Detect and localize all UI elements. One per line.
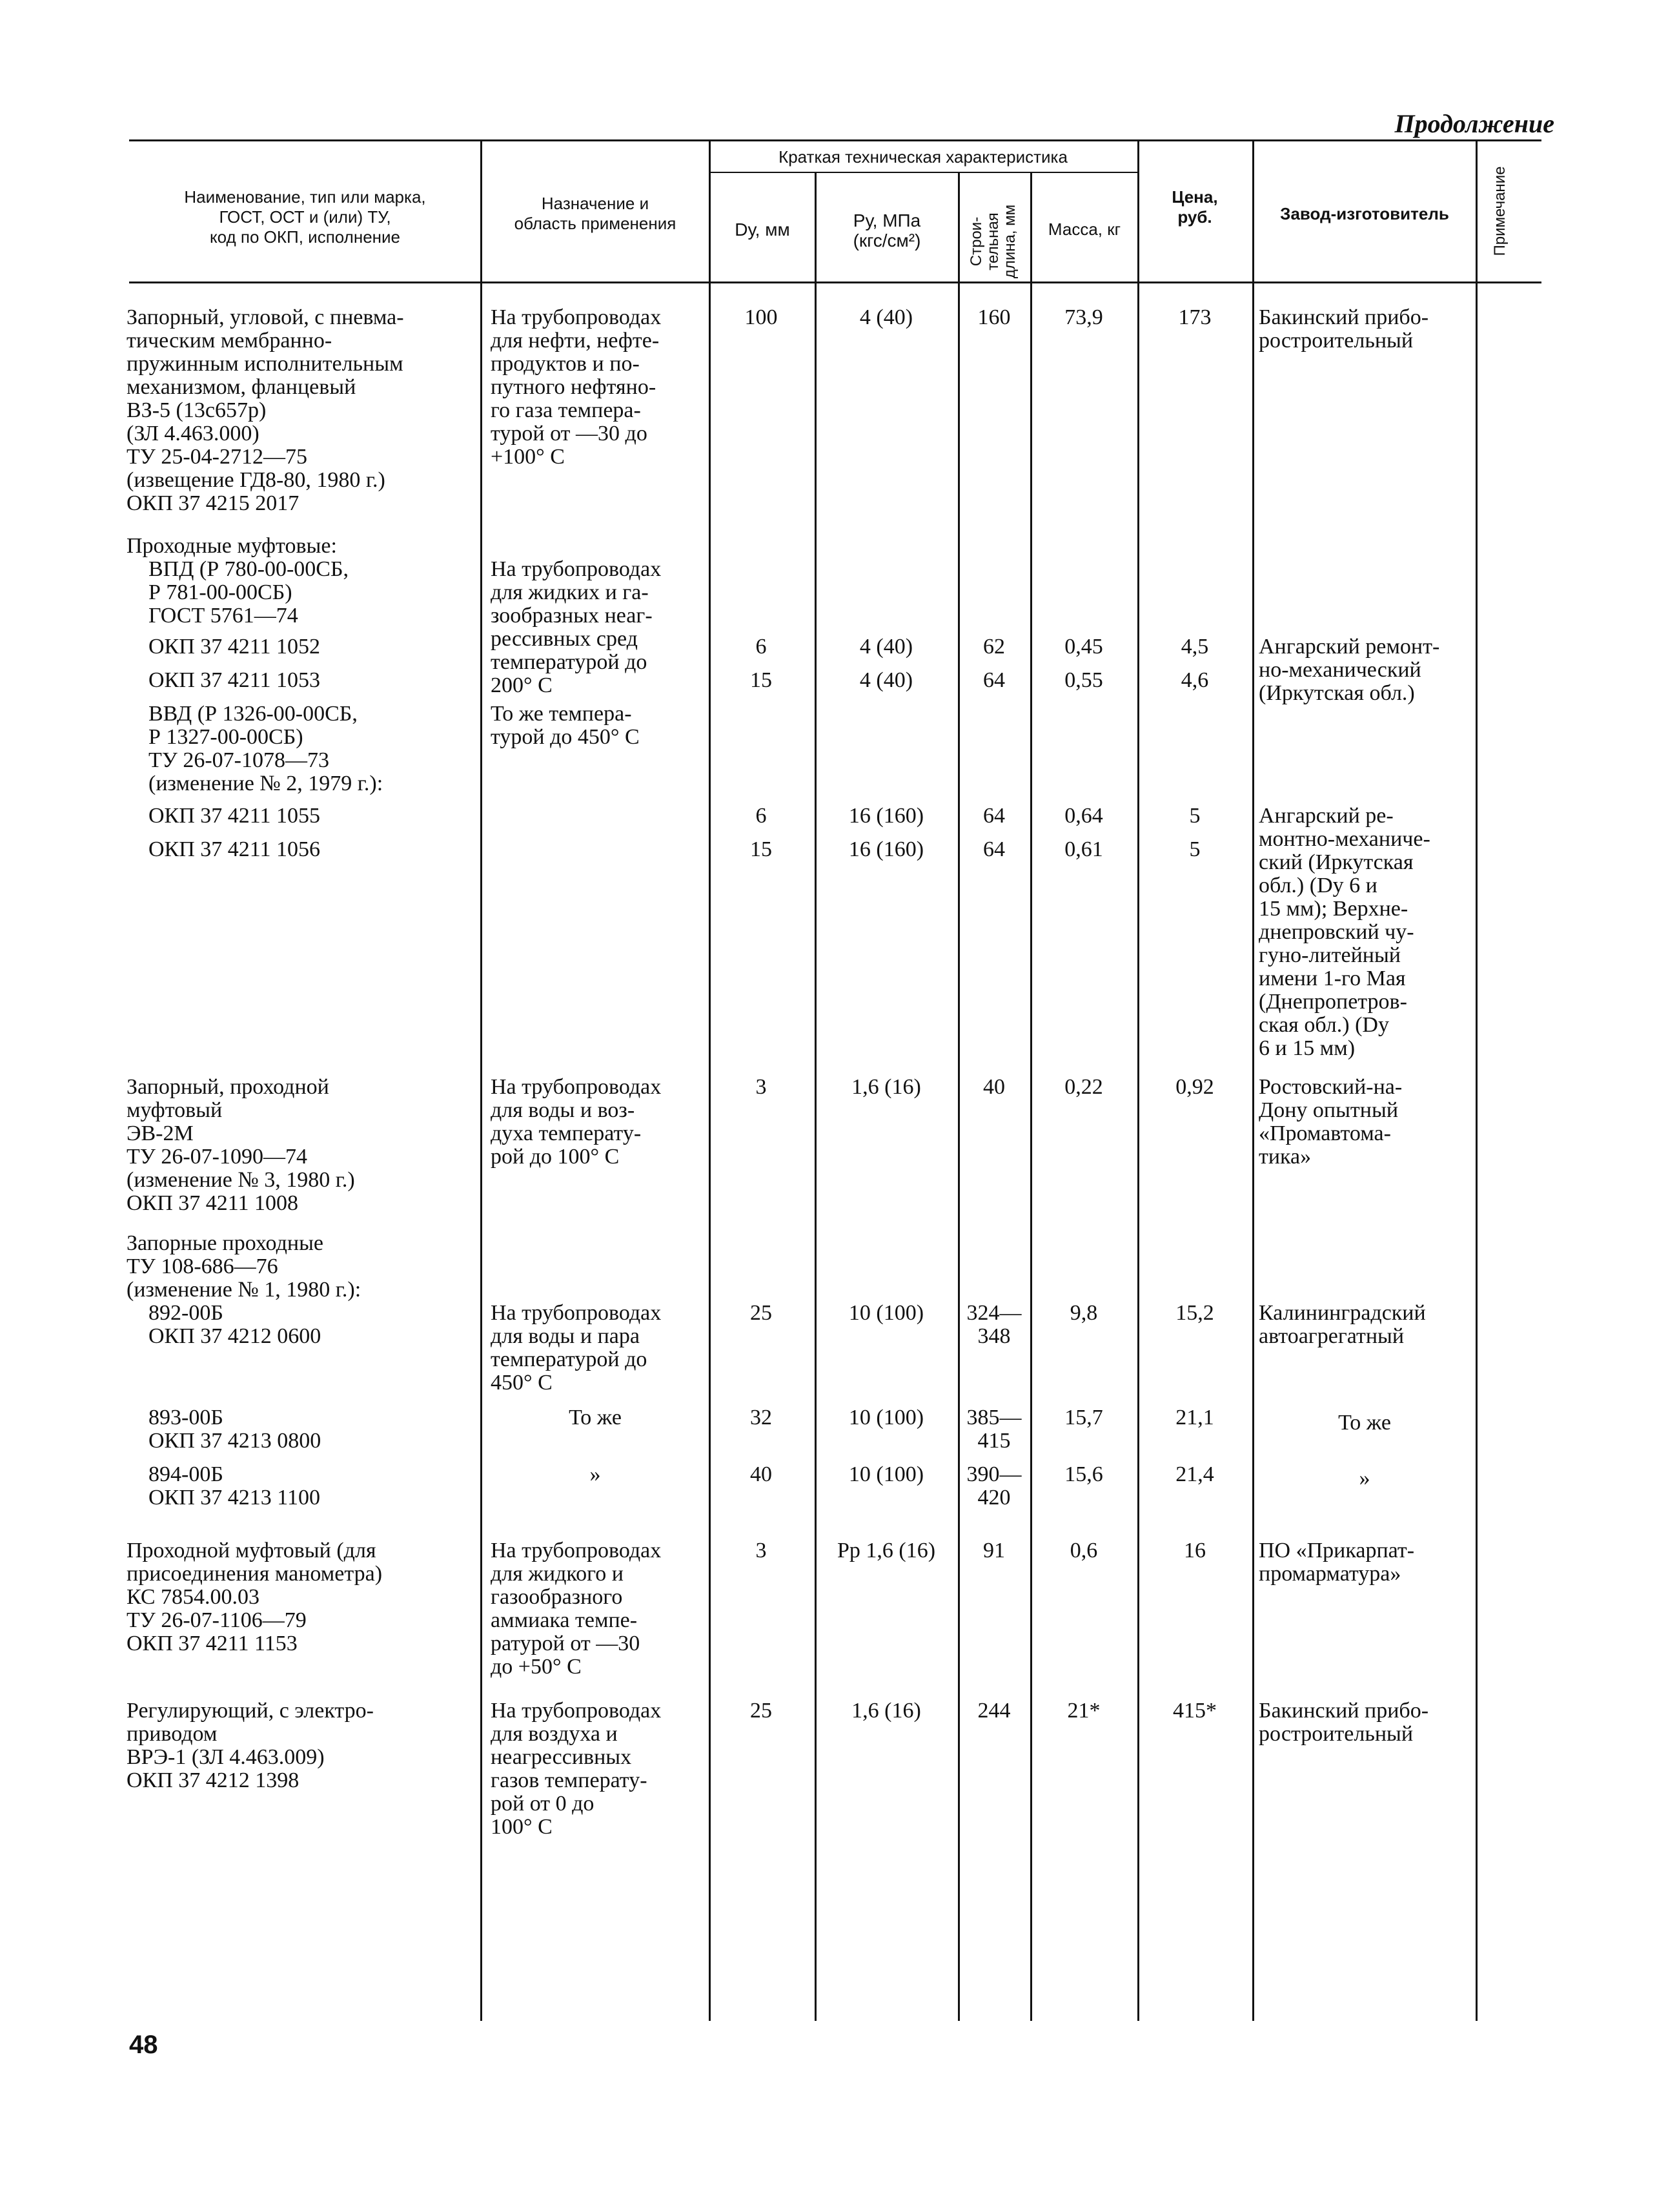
header-name: Наименование, тип или марка, ГОСТ, ОСТ и (или) ТУ, код по ОКП, исполнение	[184, 187, 426, 247]
row-7-dy: 15	[750, 837, 772, 861]
row-10-name: 893-00Б ОКП 37 4213 0800	[148, 1406, 321, 1453]
row-13-dy: 25	[750, 1699, 772, 1723]
header-bottom-rule	[129, 282, 1541, 283]
row-7-name: ОКП 37 4211 1056	[127, 837, 321, 861]
row-4-name: ОКП 37 4211 1053	[127, 668, 321, 692]
row-6-py: 16 (160)	[848, 804, 924, 828]
row-1-length: 160	[977, 305, 1011, 329]
row-3-length: 62	[983, 635, 1005, 659]
continued-label: Продолжение	[1394, 109, 1554, 138]
row-9-length: 324— 348	[966, 1301, 1022, 1348]
row-9-price: 15,2	[1175, 1301, 1214, 1325]
header-purpose: Назначение и область применения	[514, 194, 676, 233]
row-6-price: 5	[1189, 804, 1201, 828]
row-2-purpose: На трубопроводах для жидких и га- зообразных неаг- рессивных сред температурой до 200° С	[491, 557, 662, 697]
header-py: Pу, МПа (кгс/см²)	[853, 210, 921, 251]
row-1-maker: Бакинский прибо- ростроительный	[1259, 305, 1429, 353]
row-6-mass: 0,64	[1064, 804, 1103, 828]
row-8-mass: 0,22	[1064, 1075, 1103, 1099]
header-dy: Dу, мм	[735, 220, 790, 240]
row-7-price: 5	[1189, 837, 1201, 861]
row-6-maker: Ангарский ре- монтно-механиче- ский (Иркутская обл.) (Dу 6 и 15 мм); Верхне- днепровский чу- гуно-литейный имени 1-го Мая (Днепропетров- ская обл.) (Dу 6 и 15 мм)	[1259, 804, 1430, 1060]
row-10-maker: То же	[1338, 1411, 1391, 1435]
header-brief-spec: Краткая техническая характеристика	[778, 147, 1068, 167]
row-12-mass: 0,6	[1070, 1539, 1098, 1562]
row-10-length: 385— 415	[966, 1406, 1022, 1453]
row-9-name: Запорные проходные ТУ 108-686—76 (изменение № 1, 1980 г.): 892-00Б ОКП 37 4212 0600	[127, 1231, 361, 1348]
header-mass: Масса, кг	[1048, 220, 1121, 239]
row-6-dy: 6	[755, 804, 767, 828]
row-8-dy: 3	[755, 1075, 767, 1099]
row-13-mass: 21*	[1067, 1699, 1101, 1723]
row-3-maker: Ангарский ремонт- но-механический (Иркутская обл.)	[1259, 635, 1440, 705]
row-12-price: 16	[1184, 1539, 1206, 1562]
row-4-mass: 0,55	[1064, 668, 1103, 692]
row-11-py: 10 (100)	[848, 1462, 924, 1486]
row-8-py: 1,6 (16)	[851, 1075, 921, 1099]
row-13-price: 415*	[1173, 1699, 1217, 1723]
row-11-name: 894-00Б ОКП 37 4213 1100	[148, 1462, 321, 1510]
row-7-length: 64	[983, 837, 1005, 861]
row-6-name: ОКП 37 4211 1055	[127, 804, 321, 828]
row-10-dy: 32	[750, 1406, 772, 1429]
row-8-purpose: На трубопроводах для воды и воз- духа температу- рой до 100° С	[491, 1075, 662, 1169]
header-price: Цена, руб.	[1172, 187, 1218, 227]
row-13-maker: Бакинский прибо- ростроительный	[1259, 1699, 1429, 1746]
row-10-mass: 15,7	[1064, 1406, 1103, 1429]
row-1-dy: 100	[744, 305, 778, 329]
row-12-dy: 3	[755, 1539, 767, 1562]
brief-spec-rule	[709, 172, 1137, 173]
row-9-dy: 25	[750, 1301, 772, 1325]
row-5-purpose: То же темпера- турой до 450° С	[491, 702, 640, 749]
row-7-mass: 0,61	[1064, 837, 1103, 861]
row-6-length: 64	[983, 804, 1005, 828]
row-3-py: 4 (40)	[859, 635, 913, 659]
row-3-mass: 0,45	[1064, 635, 1103, 659]
row-5-name: ВВД (Р 1326-00-00СБ, Р 1327-00-00СБ) ТУ 26-07-1078—73 (изменение № 2, 1979 г.):	[148, 702, 383, 795]
row-4-length: 64	[983, 668, 1005, 692]
row-12-maker: ПО «Прикарпат- промарматура»	[1259, 1539, 1415, 1586]
header-note: Примечание	[1491, 166, 1509, 256]
col-divider-1	[480, 141, 482, 2021]
header-manufacturer: Завод-изготовитель	[1280, 204, 1449, 223]
row-4-py: 4 (40)	[859, 668, 913, 692]
row-10-purpose: То же	[569, 1406, 622, 1429]
row-7-py: 16 (160)	[848, 837, 924, 861]
row-3-dy: 6	[755, 635, 767, 659]
row-10-price: 21,1	[1175, 1406, 1214, 1429]
row-8-maker: Ростовский-на- Дону опытный «Промавтома- тика»	[1259, 1075, 1403, 1169]
row-1-purpose: На трубопроводах для нефти, нефте- продуктов и по- путного нефтяно- го газа темпера- турой от —30 до +100° С	[491, 305, 662, 469]
row-9-maker: Калининградский автоагрегатный	[1259, 1301, 1426, 1348]
row-12-name: Проходной муфтовый (для присоединения манометра) КС 7854.00.03 ТУ 26-07-1106—79 ОКП 37 4211 1153	[127, 1539, 383, 1655]
table-top-rule	[129, 139, 1541, 141]
row-1-price: 173	[1178, 305, 1212, 329]
row-10-py: 10 (100)	[848, 1406, 924, 1429]
row-1-mass: 73,9	[1064, 305, 1103, 329]
row-4-dy: 15	[750, 668, 772, 692]
row-13-py: 1,6 (16)	[851, 1699, 921, 1723]
row-2-name: Проходные муфтовые: ВПД (Р 780-00-00СБ, Р 781-00-00СБ) ГОСТ 5761—74	[127, 534, 349, 628]
row-13-purpose: На трубопроводах для воздуха и неагрессивных газов температу- рой от 0 до 100° С	[491, 1699, 662, 1839]
row-8-name: Запорный, проходной муфтовый ЭВ-2М ТУ 26-07-1090—74 (изменение № 3, 1980 г.) ОКП 37 4211 1008	[127, 1075, 355, 1215]
row-12-purpose: На трубопроводах для жидкого и газообразного аммиака темпе- ратурой от —30 до +50° С	[491, 1539, 662, 1679]
row-9-mass: 9,8	[1070, 1301, 1098, 1325]
row-8-length: 40	[983, 1075, 1005, 1099]
row-3-price: 4,5	[1181, 635, 1209, 659]
row-11-maker: »	[1359, 1466, 1370, 1490]
page-number: 48	[129, 2031, 158, 2059]
row-12-length: 91	[983, 1539, 1005, 1562]
row-8-price: 0,92	[1175, 1075, 1214, 1099]
row-1-name: Запорный, угловой, с пневма- тическим мембранно- пружинным исполнительным механизмом, фланцевый ВЗ-5 (13с657р) (ЗЛ 4.463.000) ТУ 25-04-2712—75 (извещение ГД8-80, 1980 г.) ОКП 37 4215 2017	[127, 305, 404, 515]
col-divider-8	[1476, 141, 1478, 2021]
row-11-length: 390— 420	[966, 1462, 1022, 1510]
col-divider-7	[1252, 141, 1254, 2021]
row-11-purpose: »	[589, 1462, 601, 1486]
header-length: Строи- тельная длина, мм	[968, 204, 1019, 279]
row-11-price: 21,4	[1175, 1462, 1214, 1486]
row-11-mass: 15,6	[1064, 1462, 1103, 1486]
row-9-py: 10 (100)	[848, 1301, 924, 1325]
row-11-dy: 40	[750, 1462, 772, 1486]
row-3-name: ОКП 37 4211 1052	[127, 635, 321, 659]
row-1-py: 4 (40)	[859, 305, 913, 329]
row-13-name: Регулирующий, с электро- приводом ВРЭ-1 (ЗЛ 4.463.009) ОКП 37 4212 1398	[127, 1699, 374, 1792]
row-4-price: 4,6	[1181, 668, 1209, 692]
row-9-purpose: На трубопроводах для воды и пара температурой до 450° С	[491, 1301, 662, 1395]
row-13-length: 244	[977, 1699, 1011, 1723]
row-12-py: Pр 1,6 (16)	[837, 1539, 936, 1562]
